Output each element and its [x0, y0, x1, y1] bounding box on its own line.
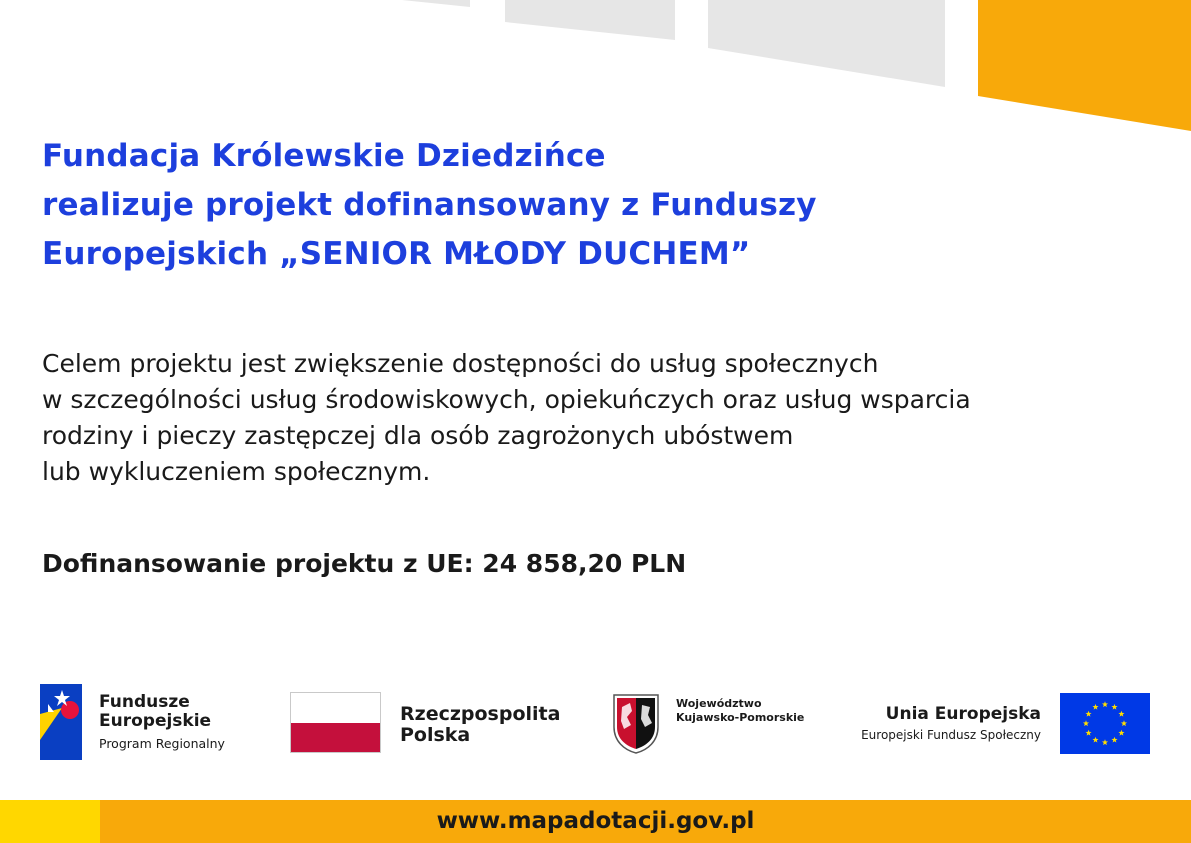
fundusze-europejskie-text	[99, 693, 225, 751]
description-line: lub wykluczeniem społecznym.	[42, 457, 431, 486]
description-line: w szczególności usług środowiskowych, opiekuńczych oraz usług wsparcia	[42, 385, 971, 414]
project-description	[42, 346, 971, 490]
description-line: Celem projektu jest zwiększenie dostępności do usług społecznych	[42, 349, 879, 378]
rzeczpospolita-text	[400, 704, 560, 746]
kujawsko-pomorskie-text	[676, 697, 804, 725]
eu-flag-icon	[1060, 693, 1150, 754]
title-line: Europejskich „SENIOR MŁODY DUCHEM”	[42, 236, 751, 272]
ue-line2: Europejski Fundusz Społeczny	[861, 728, 1041, 742]
header-decoration	[0, 0, 1191, 140]
kujawsko-line1: Województwo	[676, 697, 762, 710]
page-title	[42, 132, 817, 279]
ue-line1: Unia Europejska	[885, 704, 1041, 724]
polish-flag-icon	[290, 692, 381, 753]
voivodeship-crest-icon	[612, 693, 660, 755]
footer-bar	[0, 800, 1191, 843]
fundusze-line2: Europejskie	[99, 711, 212, 731]
unia-europejska-text	[861, 704, 1041, 742]
footer-url-link[interactable]: www.mapadotacji.gov.pl	[436, 808, 755, 834]
fundusze-europejskie-logo	[40, 684, 82, 760]
polska-line1: Rzeczpospolita	[400, 703, 561, 725]
polska-line2: Polska	[400, 724, 471, 746]
description-line: rodziny i pieczy zastępczej dla osób zagrożonych ubóstwem	[42, 421, 794, 450]
title-line: realizuje projekt dofinansowany z Funduszy	[42, 187, 817, 223]
fundusze-line3: Program Regionalny	[99, 736, 225, 751]
fundusze-line1: Fundusze	[99, 692, 190, 712]
kujawsko-line2: Kujawsko-Pomorskie	[676, 711, 805, 724]
funding-amount: Dofinansowanie projektu z UE: 24 858,20 PLN	[42, 549, 687, 578]
title-line: Fundacja Królewskie Dziedzińce	[42, 138, 606, 174]
